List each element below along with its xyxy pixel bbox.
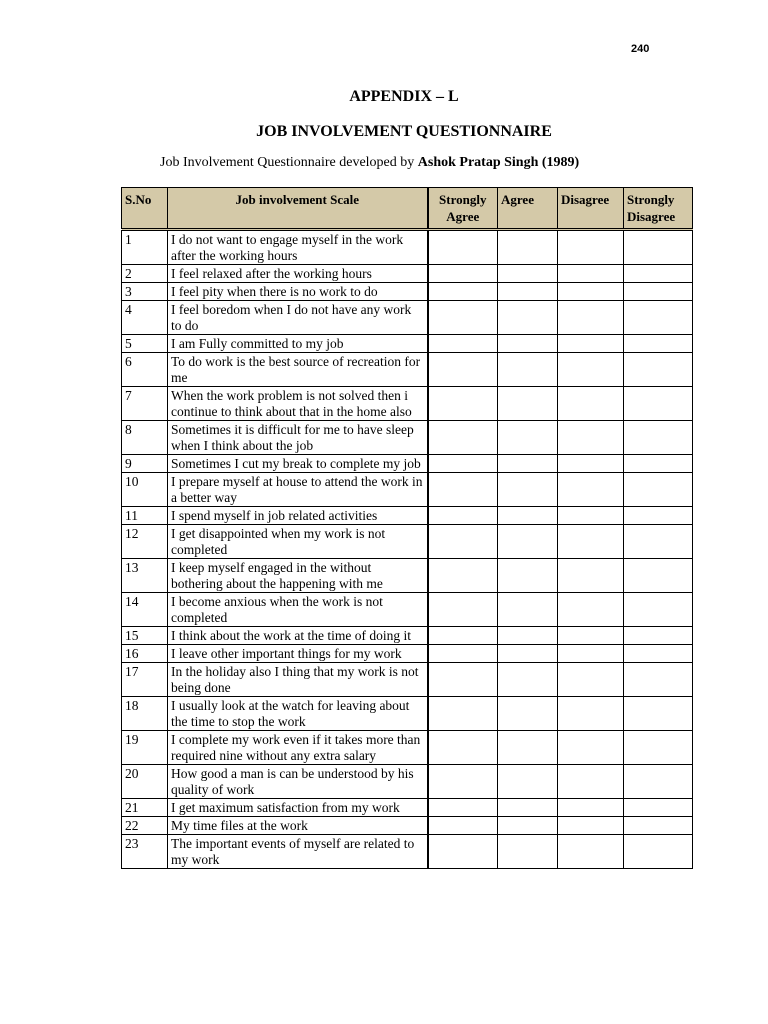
response-cell-strongly-agree[interactable]: [428, 455, 498, 473]
response-cell-disagree[interactable]: [558, 353, 624, 387]
response-cell-strongly-disagree[interactable]: [624, 507, 693, 525]
header-strongly-agree-line2: Agree: [446, 209, 480, 224]
header-strongly-disagree-line1: Strongly: [627, 192, 675, 207]
response-cell-strongly-agree[interactable]: [428, 353, 498, 387]
response-cell-agree[interactable]: [498, 593, 558, 627]
response-cell-strongly-agree[interactable]: [428, 283, 498, 301]
response-cell-strongly-disagree[interactable]: [624, 387, 693, 421]
response-cell-strongly-agree[interactable]: [428, 387, 498, 421]
response-cell-strongly-disagree[interactable]: [624, 265, 693, 283]
response-cell-strongly-agree[interactable]: [428, 731, 498, 765]
table-row: [122, 283, 693, 301]
header-strongly-disagree-line2: Disagree: [627, 209, 676, 224]
response-cell-strongly-disagree[interactable]: [624, 421, 693, 455]
response-cell-disagree[interactable]: [558, 301, 624, 335]
response-cell-strongly-disagree[interactable]: [624, 765, 693, 799]
response-cell-strongly-disagree[interactable]: [624, 593, 693, 627]
row-statement: I become anxious when the work is not completed: [168, 593, 428, 627]
header-disagree: Disagree: [558, 188, 624, 230]
response-cell-agree[interactable]: [498, 473, 558, 507]
response-cell-disagree[interactable]: [558, 473, 624, 507]
row-statement: The important events of myself are related to my work: [168, 835, 428, 869]
row-number: 3: [122, 283, 168, 301]
response-cell-strongly-agree[interactable]: [428, 593, 498, 627]
response-cell-strongly-agree[interactable]: [428, 335, 498, 353]
response-cell-agree[interactable]: [498, 387, 558, 421]
response-cell-strongly-agree[interactable]: [428, 230, 498, 265]
page-title: JOB INVOLVEMENT QUESTIONNAIRE: [256, 123, 552, 140]
table-row: [122, 507, 693, 525]
table-row: [122, 473, 693, 507]
row-statement: When the work problem is not solved then i continue to think about that in the home also: [168, 387, 428, 421]
response-cell-agree[interactable]: [498, 507, 558, 525]
row-statement: How good a man is can be understood by his quality of work: [168, 765, 428, 799]
row-number: 9: [122, 455, 168, 473]
row-number: 11: [122, 507, 168, 525]
questionnaire-body: [122, 230, 693, 869]
row-statement: To do work is the best source of recreation for me: [168, 353, 428, 387]
page-number: 240: [631, 43, 650, 55]
row-number: 4: [122, 301, 168, 335]
response-cell-disagree[interactable]: [558, 283, 624, 301]
response-cell-strongly-agree[interactable]: [428, 265, 498, 283]
row-statement: In the holiday also I thing that my work is not being done: [168, 663, 428, 697]
row-statement: I feel pity when there is no work to do: [168, 283, 428, 301]
response-cell-agree[interactable]: [498, 353, 558, 387]
response-cell-strongly-disagree[interactable]: [624, 455, 693, 473]
response-cell-strongly-disagree[interactable]: [624, 283, 693, 301]
table-row: [122, 697, 693, 731]
response-cell-disagree[interactable]: [558, 265, 624, 283]
response-cell-disagree[interactable]: [558, 697, 624, 731]
header-scale: Job involvement Scale: [168, 188, 428, 230]
response-cell-strongly-disagree[interactable]: [624, 835, 693, 869]
response-cell-disagree[interactable]: [558, 593, 624, 627]
table-row: [122, 817, 693, 835]
response-cell-strongly-disagree[interactable]: [624, 799, 693, 817]
row-statement: I am Fully committed to my job: [168, 335, 428, 353]
table-row: [122, 265, 693, 283]
response-cell-agree[interactable]: [498, 301, 558, 335]
row-statement: I think about the work at the time of doing it: [168, 627, 428, 645]
table-row: [122, 301, 693, 335]
row-number: 13: [122, 559, 168, 593]
response-cell-disagree[interactable]: [558, 799, 624, 817]
response-cell-strongly-disagree[interactable]: [624, 697, 693, 731]
response-cell-disagree[interactable]: [558, 835, 624, 869]
response-cell-strongly-disagree[interactable]: [624, 301, 693, 335]
row-statement: I feel boredom when I do not have any work to do: [168, 301, 428, 335]
response-cell-disagree[interactable]: [558, 455, 624, 473]
appendix-heading: APPENDIX – L: [349, 88, 459, 105]
row-statement: I complete my work even if it takes more than required nine without any extra salary: [168, 731, 428, 765]
response-cell-agree[interactable]: [498, 335, 558, 353]
response-cell-strongly-agree[interactable]: [428, 765, 498, 799]
row-number: 18: [122, 697, 168, 731]
response-cell-agree[interactable]: [498, 455, 558, 473]
response-cell-strongly-disagree[interactable]: [624, 817, 693, 835]
row-number: 7: [122, 387, 168, 421]
row-statement: I leave other important things for my work: [168, 645, 428, 663]
header-strongly-disagree: [624, 188, 693, 230]
row-statement: I do not want to engage myself in the work after the working hours: [168, 230, 428, 265]
response-cell-strongly-disagree[interactable]: [624, 731, 693, 765]
row-statement: Sometimes I cut my break to complete my job: [168, 455, 428, 473]
header-strongly-agree: [428, 188, 498, 230]
response-cell-strongly-agree[interactable]: [428, 663, 498, 697]
row-number: 22: [122, 817, 168, 835]
table-row: [122, 765, 693, 799]
row-number: 5: [122, 335, 168, 353]
response-cell-disagree[interactable]: [558, 421, 624, 455]
response-cell-strongly-disagree[interactable]: [624, 353, 693, 387]
response-cell-strongly-agree[interactable]: [428, 559, 498, 593]
table-row: [122, 731, 693, 765]
response-cell-disagree[interactable]: [558, 817, 624, 835]
response-cell-strongly-agree[interactable]: [428, 835, 498, 869]
response-cell-strongly-agree[interactable]: [428, 627, 498, 645]
table-row: [122, 455, 693, 473]
row-statement: I get disappointed when my work is not completed: [168, 525, 428, 559]
response-cell-agree[interactable]: [498, 835, 558, 869]
response-cell-agree[interactable]: [498, 645, 558, 663]
row-statement: I spend myself in job related activities: [168, 507, 428, 525]
response-cell-strongly-disagree[interactable]: [624, 525, 693, 559]
table-header-row: [122, 188, 693, 230]
row-statement: I prepare myself at house to attend the work in a better way: [168, 473, 428, 507]
response-cell-agree[interactable]: [498, 799, 558, 817]
row-statement: My time files at the work: [168, 817, 428, 835]
response-cell-agree[interactable]: [498, 731, 558, 765]
table-row: [122, 799, 693, 817]
response-cell-agree[interactable]: [498, 559, 558, 593]
response-cell-disagree[interactable]: [558, 731, 624, 765]
response-cell-agree[interactable]: [498, 283, 558, 301]
response-cell-agree[interactable]: [498, 765, 558, 799]
table-row: [122, 593, 693, 627]
row-statement: I feel relaxed after the working hours: [168, 265, 428, 283]
response-cell-disagree[interactable]: [558, 663, 624, 697]
response-cell-strongly-agree[interactable]: [428, 817, 498, 835]
row-number: 14: [122, 593, 168, 627]
response-cell-strongly-agree[interactable]: [428, 525, 498, 559]
response-cell-disagree[interactable]: [558, 559, 624, 593]
response-cell-disagree[interactable]: [558, 765, 624, 799]
table-row: [122, 525, 693, 559]
row-statement: Sometimes it is difficult for me to have sleep when I think about the job: [168, 421, 428, 455]
row-number: 12: [122, 525, 168, 559]
response-cell-strongly-disagree[interactable]: [624, 627, 693, 645]
row-number: 10: [122, 473, 168, 507]
header-sno: S.No: [122, 188, 168, 230]
response-cell-disagree[interactable]: [558, 230, 624, 265]
response-cell-disagree[interactable]: [558, 335, 624, 353]
table-row: [122, 663, 693, 697]
response-cell-agree[interactable]: [498, 525, 558, 559]
response-cell-disagree[interactable]: [558, 507, 624, 525]
response-cell-strongly-disagree[interactable]: [624, 645, 693, 663]
row-number: 8: [122, 421, 168, 455]
subtitle-prefix: Job Involvement Questionnaire developed by: [160, 155, 418, 170]
table-row: [122, 230, 693, 265]
subtitle: [160, 155, 579, 171]
row-statement: I get maximum satisfaction from my work: [168, 799, 428, 817]
response-cell-strongly-disagree[interactable]: [624, 559, 693, 593]
response-cell-strongly-agree[interactable]: [428, 507, 498, 525]
header-agree: Agree: [498, 188, 558, 230]
response-cell-agree[interactable]: [498, 421, 558, 455]
table-row: [122, 335, 693, 353]
table-row: [122, 835, 693, 869]
header-strongly-agree-line1: Strongly: [439, 192, 487, 207]
response-cell-strongly-agree[interactable]: [428, 421, 498, 455]
table-row: [122, 627, 693, 645]
response-cell-strongly-agree[interactable]: [428, 697, 498, 731]
response-cell-disagree[interactable]: [558, 387, 624, 421]
row-number: 20: [122, 765, 168, 799]
row-number: 17: [122, 663, 168, 697]
row-number: 6: [122, 353, 168, 387]
table-row: [122, 387, 693, 421]
response-cell-strongly-disagree[interactable]: [624, 335, 693, 353]
row-statement: I usually look at the watch for leaving about the time to stop the work: [168, 697, 428, 731]
response-cell-agree[interactable]: [498, 230, 558, 265]
response-cell-strongly-agree[interactable]: [428, 473, 498, 507]
row-number: 1: [122, 230, 168, 265]
response-cell-disagree[interactable]: [558, 645, 624, 663]
row-number: 16: [122, 645, 168, 663]
response-cell-agree[interactable]: [498, 817, 558, 835]
response-cell-agree[interactable]: [498, 697, 558, 731]
table-row: [122, 559, 693, 593]
table-row: [122, 421, 693, 455]
response-cell-agree[interactable]: [498, 627, 558, 645]
table-row: [122, 353, 693, 387]
response-cell-strongly-disagree[interactable]: [624, 230, 693, 265]
response-cell-agree[interactable]: [498, 663, 558, 697]
row-number: 21: [122, 799, 168, 817]
table-row: [122, 645, 693, 663]
row-number: 2: [122, 265, 168, 283]
row-number: 15: [122, 627, 168, 645]
response-cell-strongly-agree[interactable]: [428, 301, 498, 335]
response-cell-strongly-agree[interactable]: [428, 645, 498, 663]
response-cell-strongly-disagree[interactable]: [624, 663, 693, 697]
response-cell-strongly-agree[interactable]: [428, 799, 498, 817]
response-cell-agree[interactable]: [498, 265, 558, 283]
questionnaire-table: [121, 187, 693, 869]
subtitle-author: Ashok Pratap Singh (1989): [417, 155, 580, 170]
row-number: 23: [122, 835, 168, 869]
response-cell-disagree[interactable]: [558, 525, 624, 559]
response-cell-disagree[interactable]: [558, 627, 624, 645]
row-number: 19: [122, 731, 168, 765]
response-cell-strongly-disagree[interactable]: [624, 473, 693, 507]
row-statement: I keep myself engaged in the without bothering about the happening with me: [168, 559, 428, 593]
